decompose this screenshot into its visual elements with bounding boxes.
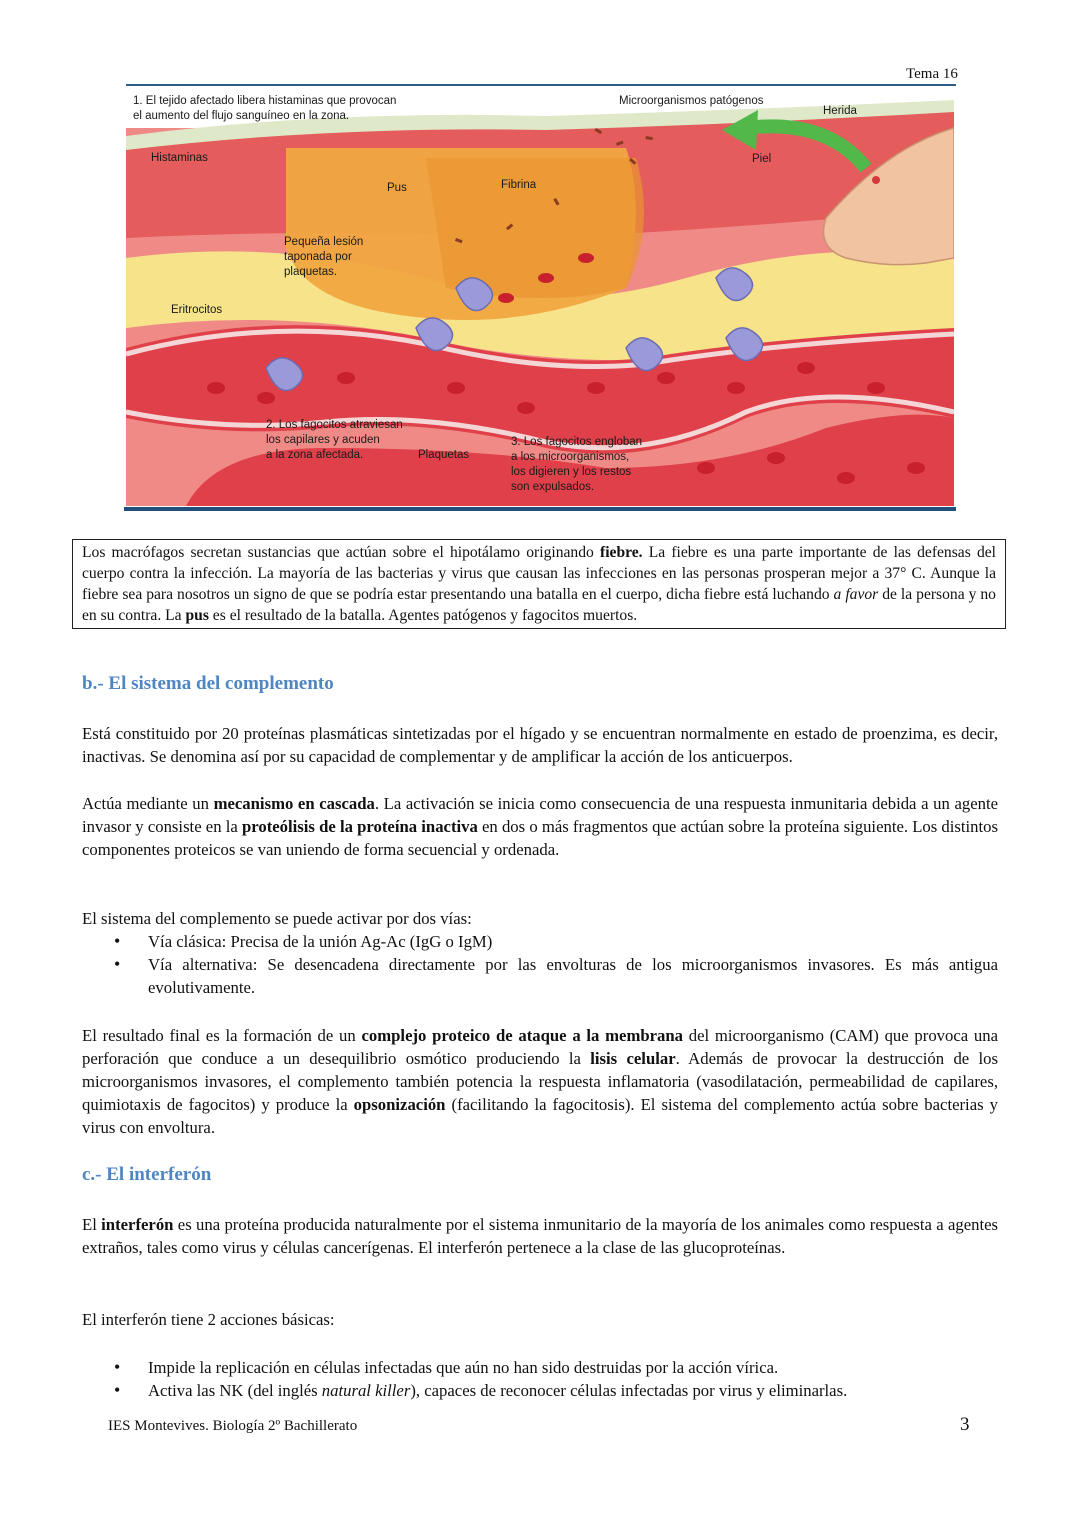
label-histaminas: Histaminas <box>151 152 208 164</box>
fever-note-box: Los macrófagos secretan sustancias que actúan sobre el hipotálamo originando fiebre. La fiebre es una parte importante de las defensas del cuerpo contra la infección. La mayoría de las bacterias y virus que causan las infecciones en las personas prosperan mejor a 37° C. Aunque la fiebre sea para nosotros un signo de que se podría estar presentando una batalla en el cuerpo, dicha fiebre está luchando a favor de la persona y no en su contra. La pus es el resultado de la batalla. Agentes patógenos y fagocitos muertos. <box>72 539 1006 629</box>
list-item: • Impide la replicación en células infectadas que aún no han sido destruidas por la acción vírica. <box>82 1356 998 1379</box>
list-item: • Vía alternativa: Se desencadena directamente por las envolturas de los microorganismos invasores. Es más antigua evolutivamente. <box>82 953 998 999</box>
label-microorganismos: Microorganismos patógenos <box>619 95 764 107</box>
header-topic: Tema 16 <box>906 66 958 82</box>
label-pus: Pus <box>387 182 407 194</box>
label-lesion: Pequeña lesión taponada por plaquetas. <box>284 236 364 278</box>
inflammation-illustration <box>126 88 954 506</box>
complemento-vias-intro: El sistema del complemento se puede activar por dos vías: <box>82 909 472 928</box>
list-item: • Vía clásica: Precisa de la unión Ag-Ac (IgG o IgM) <box>82 930 998 953</box>
label-piel: Piel <box>752 153 772 165</box>
label-step3: 3. Los fagocitos engloban a los microorganismos, los digieren y los restos son expulsados. <box>511 436 643 493</box>
complemento-para2: Actúa mediante un mecanismo en cascada. La activación se inicia como consecuencia de una respuesta inmunitaria debida a un agente invasor y consiste en la proteólisis de la proteína inactiva en dos o más fragmentos que actúan sobre la proteína siguiente. Los distintos componentes proteicos se van uniendo de forma secuencial y ordenada. <box>82 794 998 859</box>
interferon-para1: El interferón es una proteína producida naturalmente por el sistema inmunitario de la mayoría de los animales como respuesta a agentes extraños, tales como virus y células cancerígenas. El interferón pertenece a la clase de las glucoproteínas. <box>82 1215 998 1257</box>
complemento-para1: Está constituido por 20 proteínas plasmáticas sintetizadas por el hígado y se encuentran normalmente en estado de proenzima, es decir, inactivas. Se denomina así por su capacidad de complementar y de amplificar la acción de los anticuerpos. <box>82 724 998 766</box>
label-step1: 1. El tejido afectado libera histaminas que provocan el aumento del flujo sanguíneo en la zona. <box>133 95 397 122</box>
footer-school: IES Montevives. Biología 2º Bachillerato <box>108 1418 358 1434</box>
page-number: 3 <box>960 1414 970 1435</box>
interferon-acciones-intro: El interferón tiene 2 acciones básicas: <box>82 1310 335 1329</box>
label-step2: 2. Los fagocitos atraviesan los capilares y acuden a la zona afectada. <box>266 419 403 461</box>
label-plaquetas: Plaquetas <box>418 449 470 461</box>
heading-interferon: c.- El interferón <box>82 1164 212 1185</box>
label-eritrocitos: Eritrocitos <box>171 304 223 316</box>
complemento-vias-list <box>82 930 998 999</box>
header-rule <box>126 84 956 86</box>
heading-complemento: b.- El sistema del complemento <box>82 673 334 694</box>
complemento-para3: El resultado final es la formación de un complejo proteico de ataque a la membrana del microorganismo (CAM) que provoca una perforación que conduce a un desequilibrio osmótico produciendo la lisis celular. Además de provocar la destrucción de los microorganismos invasores, el complemento también potencia la respuesta inflamatoria (vasodilatación, permeabilidad de capilares, quimiotaxis de fagocitos) y produce la opsonización (facilitando la fagocitosis). El sistema del complemento actúa sobre bacterias y virus con envoltura. <box>82 1026 999 1137</box>
list-item: • Activa las NK (del inglés natural killer), capaces de reconocer células infectadas por virus y eliminarlas. <box>82 1379 998 1402</box>
label-fibrina: Fibrina <box>501 179 537 191</box>
label-herida: Herida <box>823 105 857 117</box>
interferon-acciones-list <box>82 1356 998 1402</box>
figure-bottom-rule <box>124 507 956 511</box>
